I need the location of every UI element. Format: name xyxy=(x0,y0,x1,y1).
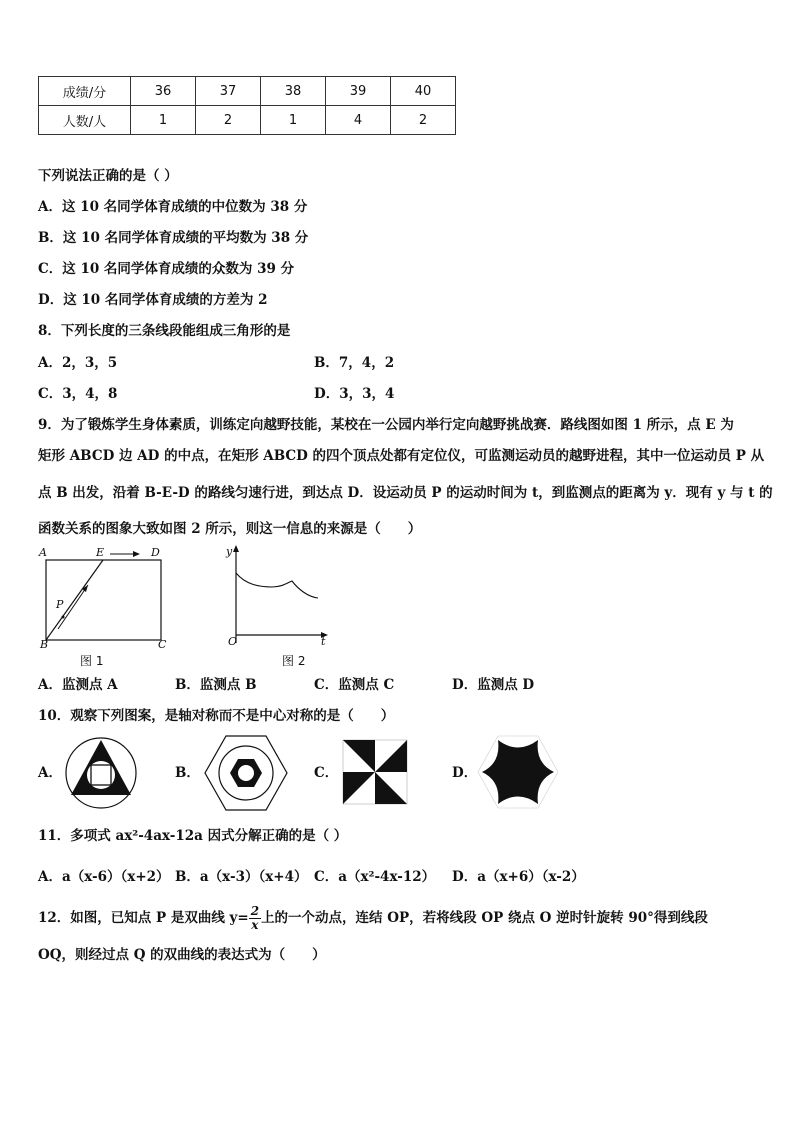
fraction-numerator: 2 xyxy=(250,904,260,918)
table-cell: 37 xyxy=(196,77,261,106)
point-d-label: D xyxy=(151,546,160,559)
q11-option-c[interactable]: C．a（x²-4x-12） xyxy=(314,869,436,885)
q7-option-d[interactable]: D．这 10 名同学体育成绩的方差为 2 xyxy=(38,292,268,308)
y-axis-label: y xyxy=(226,545,233,558)
figure-2-graph xyxy=(222,543,334,651)
fraction-2-over-x xyxy=(249,905,261,932)
q8-option-b[interactable]: B．7，4，2 xyxy=(314,355,395,371)
q7-option-c[interactable]: C．这 10 名同学体育成绩的众数为 39 分 xyxy=(38,261,295,277)
table-row xyxy=(39,77,456,106)
table-cell: 36 xyxy=(131,77,196,106)
q12-text-after-fraction: 上的一个动点，连结 OP，若将线段 OP 绕点 O 逆时针旋转 90°得到线段 xyxy=(261,910,708,926)
table-cell: 2 xyxy=(196,106,261,135)
q9-option-c[interactable]: C．监测点 C xyxy=(314,677,395,693)
q9-text-line2: 矩形 ABCD 边 AD 的中点，在矩形 ABCD 的四个顶点处都有定位仪，可监测运动员的越野进程，其中一位运动员 P 从 xyxy=(38,448,765,464)
hexagon-nut-pattern-icon[interactable] xyxy=(201,733,291,813)
q11-prompt: 11．多项式 ax²-4ax-12a 因式分解正确的是（ ） xyxy=(38,828,348,844)
table-cell: 38 xyxy=(261,77,326,106)
q12-line1 xyxy=(38,901,708,935)
point-e-label: E xyxy=(96,546,105,559)
q9-option-a[interactable]: A．监测点 A xyxy=(38,677,118,693)
figure-1-caption: 图 1 xyxy=(80,654,104,668)
score-table xyxy=(38,76,456,135)
table-cell: 1 xyxy=(131,106,196,135)
q10-prompt: 10．观察下列图案，是轴对称而不是中心对称的是（ ） xyxy=(38,708,395,724)
table-cell: 1 xyxy=(261,106,326,135)
q7-option-a[interactable]: A．这 10 名同学体育成绩的中位数为 38 分 xyxy=(38,199,308,215)
table-cell: 40 xyxy=(391,77,456,106)
t-axis-label: t xyxy=(321,635,326,648)
pinwheel-pattern-icon[interactable] xyxy=(338,735,412,809)
table-cell: 2 xyxy=(391,106,456,135)
q10-option-a[interactable]: A． xyxy=(38,765,62,781)
q11-option-b[interactable]: B．a（x-3）（x+4） xyxy=(175,869,308,885)
table-row xyxy=(39,106,456,135)
q8-option-d[interactable]: D．3，3，4 xyxy=(314,386,395,402)
q10-option-b[interactable]: B． xyxy=(175,765,200,781)
q9-option-d[interactable]: D．监测点 D xyxy=(452,677,535,693)
point-p-label: P xyxy=(56,598,64,611)
q9-text-line1: 9．为了锻炼学生身体素质，训练定向越野技能，某校在一公园内举行定向越野挑战赛．路线图如图 1 所示，点 E 为 xyxy=(38,417,734,433)
origin-label: O xyxy=(228,635,238,648)
point-c-label: C xyxy=(158,638,167,651)
q12-line2: OQ，则经过点 Q 的双曲线的表达式为（ ） xyxy=(38,947,326,963)
q8-option-c[interactable]: C．3，4，8 xyxy=(38,386,118,402)
q12-text-before-fraction: 12．如图，已知点 P 是双曲线 y= xyxy=(38,910,249,926)
table-cell: 39 xyxy=(326,77,391,106)
triangle-circle-pattern-icon[interactable] xyxy=(62,735,140,811)
q8-prompt: 8．下列长度的三条线段能组成三角形的是 xyxy=(38,323,291,339)
q8-option-a[interactable]: A．2，3，5 xyxy=(38,355,118,371)
point-b-label: B xyxy=(40,638,49,651)
q7-prompt: 下列说法正确的是（ ） xyxy=(38,168,178,184)
figure-2-caption: 图 2 xyxy=(282,654,306,668)
q7-option-b[interactable]: B．这 10 名同学体育成绩的平均数为 38 分 xyxy=(38,230,309,246)
point-a-label: A xyxy=(39,546,47,559)
q10-option-c[interactable]: C． xyxy=(314,765,339,781)
q9-text-line4: 函数关系的图象大致如图 2 所示，则这一信息的来源是（ ） xyxy=(38,521,422,537)
q10-option-d[interactable]: D． xyxy=(452,765,478,781)
fraction-denominator: x xyxy=(251,918,259,932)
table-cell: 成绩/分 xyxy=(39,77,131,106)
table-cell: 4 xyxy=(326,106,391,135)
q11-option-a[interactable]: A．a（x-6）（x+2） xyxy=(38,869,170,885)
q11-option-d[interactable]: D．a（x+6）（x-2） xyxy=(452,869,585,885)
curved-hexagon-pattern-icon[interactable] xyxy=(475,733,561,811)
q9-text-line3: 点 B 出发，沿着 B-E-D 的路线匀速行进，到达点 D．设运动员 P 的运动时间为 t，到监测点的距离为 y．现有 y 与 t 的 xyxy=(38,485,773,501)
table-cell: 人数/人 xyxy=(39,106,131,135)
q9-option-b[interactable]: B．监测点 B xyxy=(175,677,257,693)
